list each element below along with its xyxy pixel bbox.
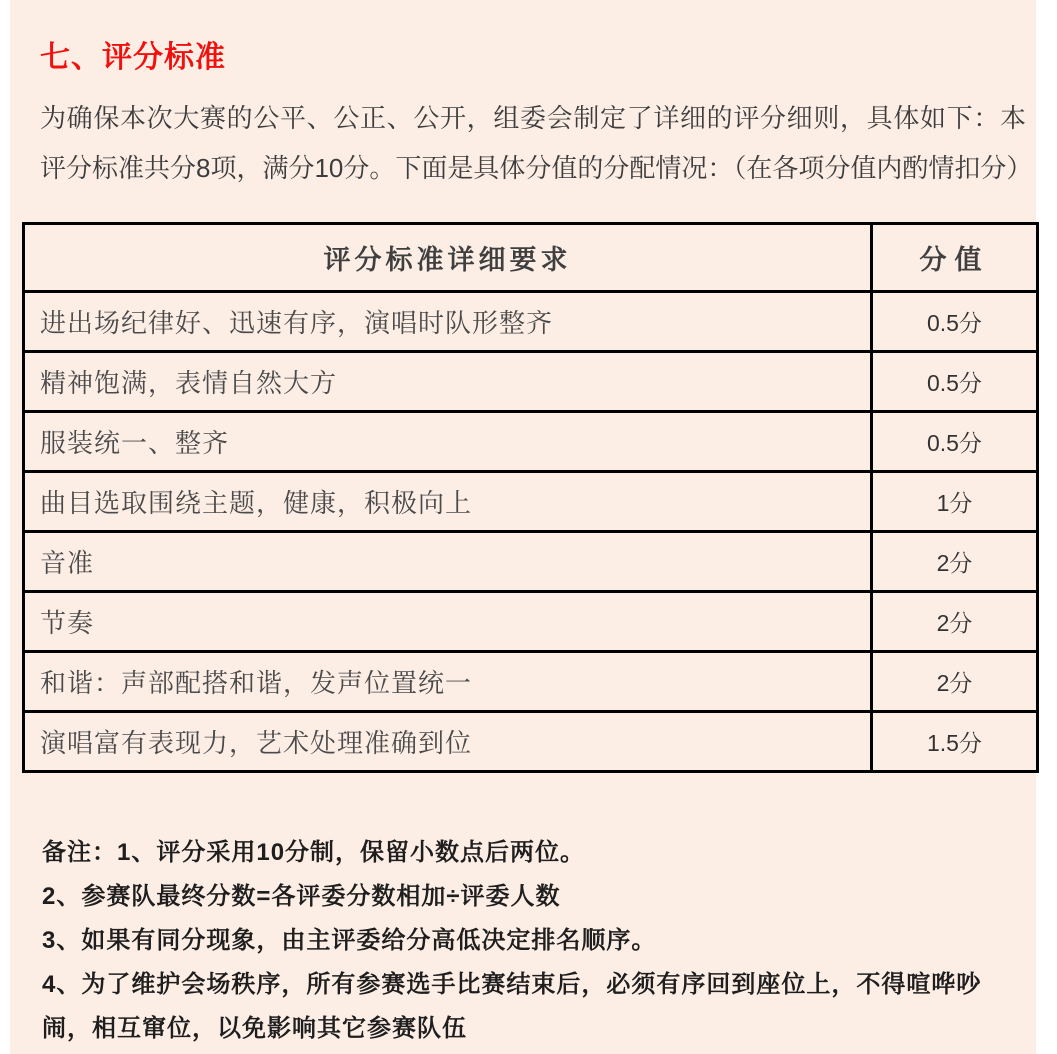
- remark-line: 备注：1、评分采用10分制，保留小数点后两位。: [42, 839, 586, 866]
- score-cell: 0.5分: [872, 412, 1038, 472]
- criteria-cell: 进出场纪律好、迅速有序，演唱时队形整齐: [24, 292, 872, 352]
- scoring-criteria-table: [22, 222, 1039, 773]
- criteria-cell: 演唱富有表现力，艺术处理准确到位: [24, 712, 872, 772]
- section-title: 七、评分标准: [40, 41, 226, 74]
- score-cell: 2分: [872, 532, 1038, 592]
- score-cell: 2分: [872, 652, 1038, 712]
- score-cell: 0.5分: [872, 352, 1038, 412]
- score-cell: 1.5分: [872, 712, 1038, 772]
- criteria-cell: 曲目选取围绕主题，健康，积极向上: [24, 472, 872, 532]
- criteria-cell: 音准: [24, 532, 872, 592]
- table-row: [24, 652, 1038, 712]
- table-row: [24, 592, 1038, 652]
- score-cell: 2分: [872, 592, 1038, 652]
- table-header-row: [24, 224, 1038, 292]
- remark-line: 2、参赛队最终分数=各评委分数相加÷评委人数: [42, 883, 561, 910]
- criteria-cell: 和谐：声部配搭和谐，发声位置统一: [24, 652, 872, 712]
- table-row: [24, 292, 1038, 352]
- table-row: [24, 352, 1038, 412]
- criteria-cell: 节奏: [24, 592, 872, 652]
- document-page: [10, 0, 1036, 1054]
- table-row: [24, 712, 1038, 772]
- criteria-cell: 精神饱满，表情自然大方: [24, 352, 872, 412]
- column-header-requirements: 评分标准详细要求: [24, 224, 872, 292]
- score-cell: 1分: [872, 472, 1038, 532]
- score-cell: 0.5分: [872, 292, 1038, 352]
- remark-line: 4、为了维护会场秩序，所有参赛选手比赛结束后，必须有序回到座位上，不得喧哗吵闹，相互窜位，以免影响其它参赛队伍: [42, 971, 982, 1042]
- intro-paragraph: 为确保本次大赛的公平、公正、公开，组委会制定了详细的评分细则，具体如下：本评分标准共分8项，满分10分。下面是具体分值的分配情况：（在各项分值内酌情扣分）: [40, 103, 1033, 183]
- remarks-section: [42, 831, 1026, 1051]
- column-header-score: 分值: [872, 224, 1038, 292]
- table-row: [24, 472, 1038, 532]
- table-row: [24, 412, 1038, 472]
- table-row: [24, 532, 1038, 592]
- remark-line: 3、如果有同分现象，由主评委给分高低决定排名顺序。: [42, 927, 657, 954]
- criteria-cell: 服装统一、整齐: [24, 412, 872, 472]
